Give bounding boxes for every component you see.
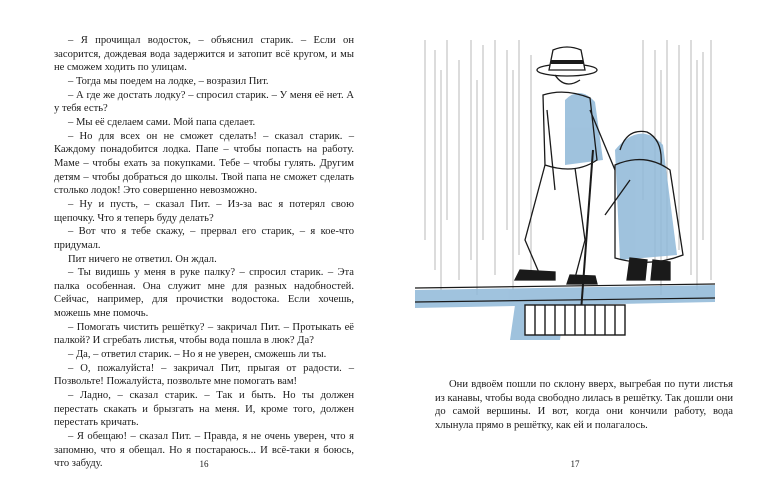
paragraph: – О, пожалуйста! – закричал Пит, прыгая от радости. – Позвольте! Пожалуйста, позвольте мне помогать вам! bbox=[54, 362, 354, 388]
illustration bbox=[415, 40, 715, 340]
illustration-caption: Они вдвоём пошли по склону вверх, выгребая по пути листья из канавы, чтобы вода свободно лилась в решётку. Так дошли они до самой вершины. И вот, когда они кончили работу, вода хлынула прямо в решётку, как ей и полагалось. bbox=[435, 379, 733, 431]
paragraph: – Ты видишь у меня в руке палку? – спросил старик. – Эта палка особенная. Она служит мне для разных надобностей. Сейчас, например, для прочистки водостока. Если хочешь, можешь мне помочь. bbox=[54, 267, 354, 320]
paragraph: – Но для всех он не сможет сделать! – сказал старик. – Каждому понадобится лодка. Папе – чтобы попасть на работу. Маме – чтобы ехать за покупками. Тебе – чтобы гулять. Другим детям – чтобы добраться до школы. Твой папа не сможет сделать столько лодок! Это совершенно невозможно. bbox=[54, 130, 354, 197]
story-text bbox=[54, 34, 354, 471]
page-number: 16 bbox=[199, 459, 209, 469]
blue-wash bbox=[415, 93, 715, 340]
drain-grate bbox=[525, 305, 625, 335]
paragraph: – Тогда мы поедем на лодке, – возразил Пит. bbox=[68, 75, 269, 87]
paragraph: – Я прочищал водосток, – объяснил старик. – Если он засорится, дождевая вода задержится и затопит всё кругом, и мы не сможем ходить по улицам. bbox=[54, 35, 354, 74]
page-number: 17 bbox=[570, 459, 580, 469]
paragraph: – А где же достать лодку? – спросил старик. – У меня её нет. А у тебя есть? bbox=[54, 89, 354, 115]
paragraph: – Ну и пусть, – сказал Пит. – Из-за вас я потерял свою щепочку. Что я теперь буду делать? bbox=[54, 198, 354, 224]
paragraph: Пит ничего не ответил. Он ждал. bbox=[68, 253, 217, 265]
man-figure bbox=[515, 47, 615, 284]
paragraph: – Да, – ответил старик. – Но я не уверен, сможешь ли ты. bbox=[68, 349, 327, 361]
paragraph: – Я обещаю! – сказал Пит. – Правда, я не очень уверен, что я запомню, что я обещал. Но я постараюсь... И всё-таки я боюсь, что забуду. bbox=[54, 431, 354, 470]
paragraph: – Вот что я тебе скажу, – прервал его старик, – я кое-что придумал. bbox=[54, 226, 354, 251]
paragraph: – Мы её сделаем сами. Мой папа сделает. bbox=[68, 116, 256, 128]
paragraph: – Ладно, – сказал старик. – Так и быть. Но ты должен перестать скакать и брызгать на меня. И, кроме того, должен перестать кричать. bbox=[54, 390, 354, 429]
paragraph: – Помогать чистить решётку? – закричал Пит. – Протыкать её палкой? И сгребать листья, чтобы вода пошла в люк? Да? bbox=[54, 321, 354, 347]
rain-lines bbox=[425, 40, 711, 295]
right-page bbox=[385, 0, 770, 501]
